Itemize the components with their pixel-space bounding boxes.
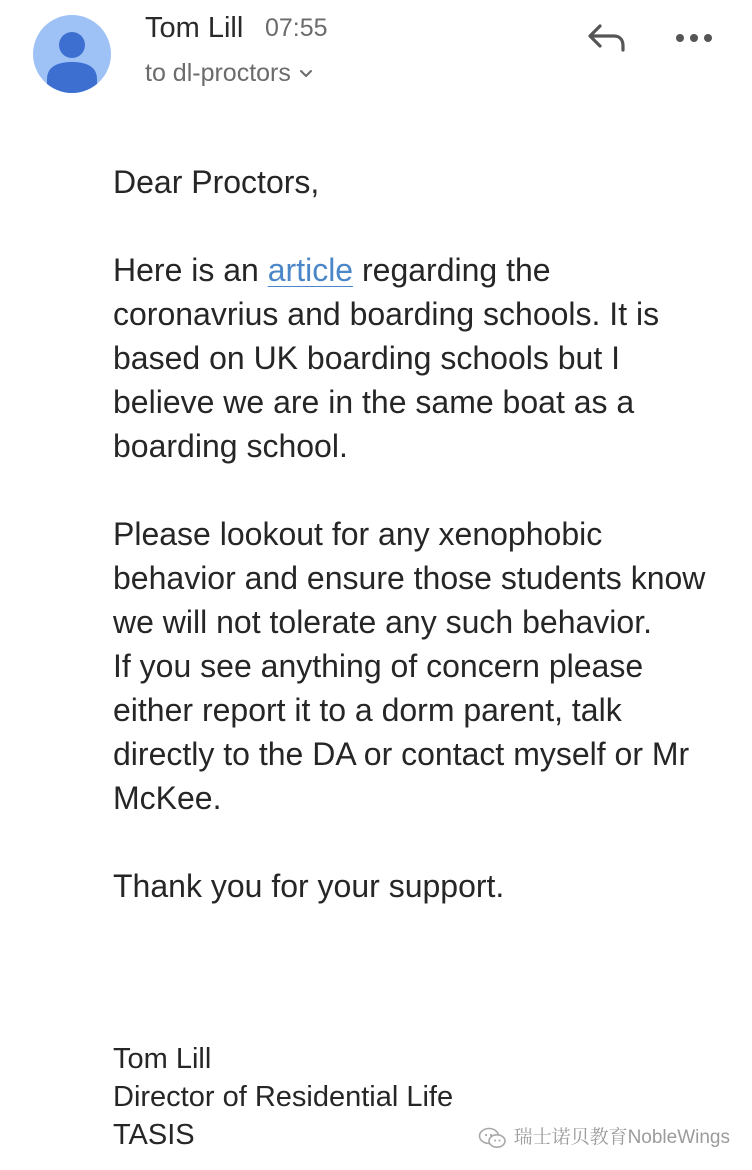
watermark-text: 瑞士诺贝教育NobleWings — [513, 1127, 730, 1148]
reply-button[interactable] — [584, 20, 628, 56]
recipient-toggle[interactable] — [145, 58, 313, 88]
more-horizontal-icon — [672, 24, 716, 52]
watermark — [478, 1126, 730, 1150]
recipient-text: to dl-proctors — [145, 59, 291, 87]
sender-name[interactable]: Tom Lill — [145, 12, 244, 44]
paragraph-xenophobia: Please lookout for any xenophobic behavior and ensure those students know we will not tolerate any such behavior. — [113, 516, 706, 640]
paragraph-article — [113, 248, 713, 468]
sent-time: 07:55 — [265, 14, 328, 42]
paragraph-concern: If you see anything of concern please either report it to a dorm parent, talk directly to the DA or contact myself or Mr McKee. — [113, 648, 690, 816]
p1-after-link: regarding the coronavrius and boarding schools. It is based on UK boarding schools but I believe we are in the same boat as a boarding school. — [113, 252, 660, 464]
chevron-down-icon — [299, 66, 313, 84]
article-link[interactable]: article — [267, 252, 354, 288]
message-body — [113, 160, 713, 908]
avatar[interactable] — [33, 15, 111, 93]
person-avatar-icon — [33, 15, 111, 93]
wechat-icon — [478, 1126, 508, 1150]
p1-before-link: Here is an — [113, 252, 268, 288]
signature — [113, 1040, 453, 1154]
greeting: Dear Proctors, — [113, 164, 320, 200]
thanks-line: Thank you for your support. — [113, 868, 505, 904]
more-options-button[interactable] — [672, 24, 716, 52]
signature-title: Director of Residential Life — [113, 1081, 454, 1113]
reply-arrow-icon — [584, 20, 628, 56]
signature-name: Tom Lill — [113, 1043, 212, 1075]
signature-org: TASIS — [113, 1119, 195, 1151]
